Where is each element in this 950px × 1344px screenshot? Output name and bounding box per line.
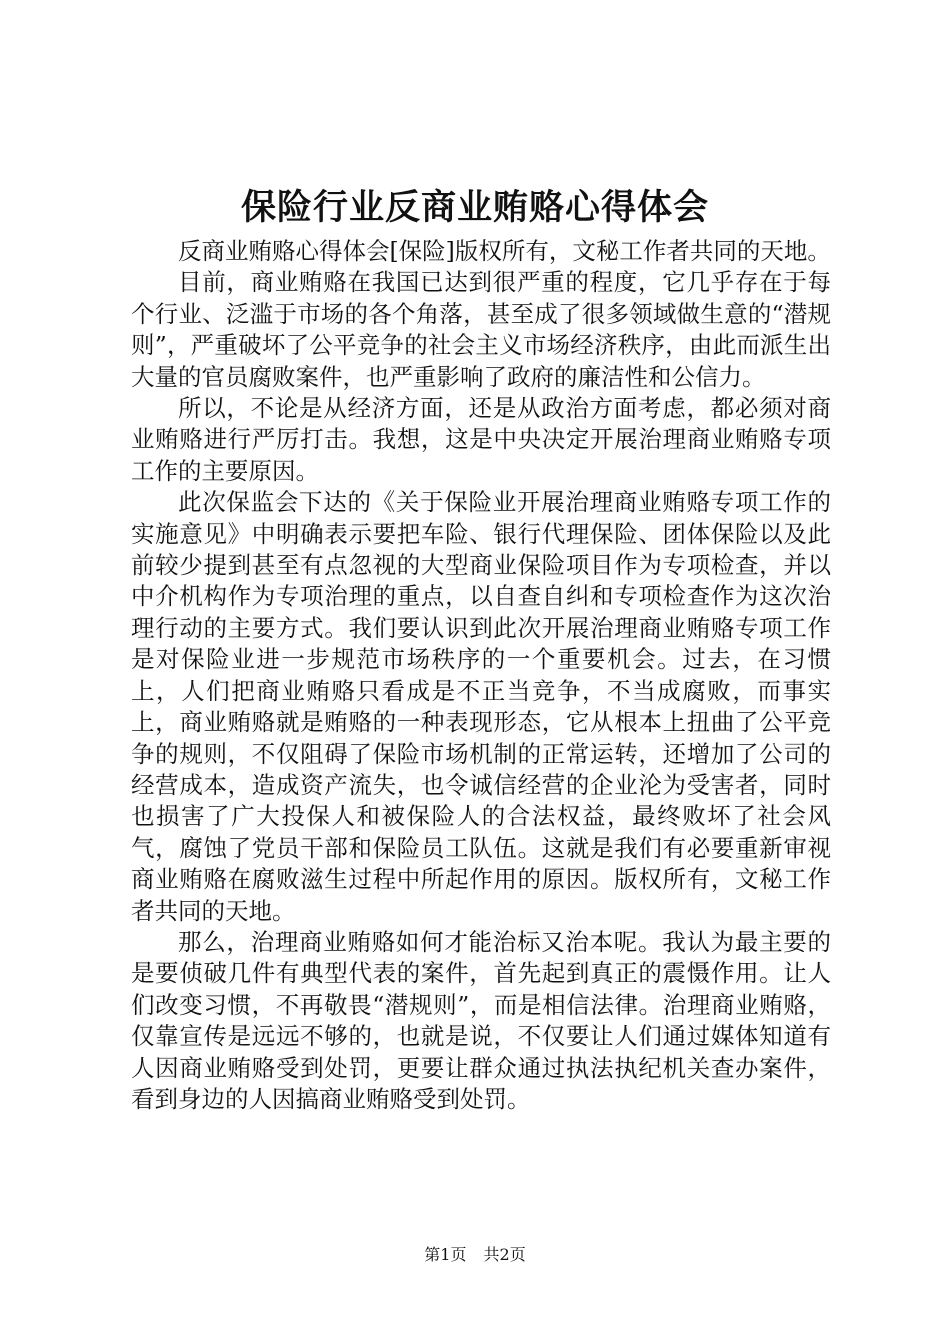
document-body — [131, 236, 831, 1115]
paragraph: 所以，不论是从经济方面，还是从政治方面考虑，都必须对商业贿赂进行严厉打击。我想，这是中央决定开展治理商业贿赂专项工作的主要原因。 — [131, 394, 831, 485]
paragraph: 目前，商业贿赂在我国已达到很严重的程度，它几乎存在于每个行业、泛滥于市场的各个角落，甚至成了很多领域做生意的“潜规则”，严重破坏了公平竞争的社会主义市场经济秩序，由此而派生出大量的官员腐败案件，也严重影响了政府的廉洁性和公信力。 — [131, 268, 831, 391]
paragraph: 那么，治理商业贿赂如何才能治标又治本呢。我认为最主要的是要侦破几件有典型代表的案件，首先起到真正的震慑作用。让人们改变习惯，不再敬畏“潜规则”，而是相信法律。治理商业贿赂，仅靠宣传是远远不够的，也就是说，不仅要让人们通过媒体知道有人因商业贿赂受到处罚，更要让群众通过执法执纪机关查办案件，看到身边的人因搞商业贿赂受到处罚。 — [131, 927, 831, 1113]
page-total: 共2页 — [483, 1245, 526, 1264]
document-title: 保险行业反商业贿赂心得体会 — [240, 188, 709, 228]
page-number: 第1页 — [424, 1245, 467, 1264]
page-footer — [0, 1245, 950, 1265]
paragraph: 反商业贿赂心得体会[保险]版权所有，文秘工作者共同的天地。 — [178, 237, 831, 265]
paragraph: 此次保监会下达的《关于保险业开展治理商业贿赂专项工作的实施意见》中明确表示要把车险、银行代理保险、团体保险以及此前较少提到甚至有点忽视的大型商业保险项目作为专项检查，并以中介机构作为专项治理的重点，以自查自纠和专项检查作为这次治理行动的主要方式。我们要认识到此次开展治理商业贿赂专项工作是对保险业进一步规范市场秩序的一个重要机会。过去，在习惯上，人们把商业贿赂只看成是不正当竞争，不当成腐败，而事实上，商业贿赂就是贿赂的一种表现形态，它从根本上扭曲了公平竞争的规则，不仅阻碍了保险市场机制的正常运转，还增加了公司的经营成本，造成资产流失，也令诚信经营的企业沦为受害者，同时也损害了广大投保人和被保险人的合法权益，最终败坏了社会风气，腐蚀了党员干部和保险员工队伍。这就是我们有必要重新审视商业贿赂在腐败滋生过程中所起作用的原因。版权所有，文秘工作者共同的天地。 — [131, 488, 831, 925]
